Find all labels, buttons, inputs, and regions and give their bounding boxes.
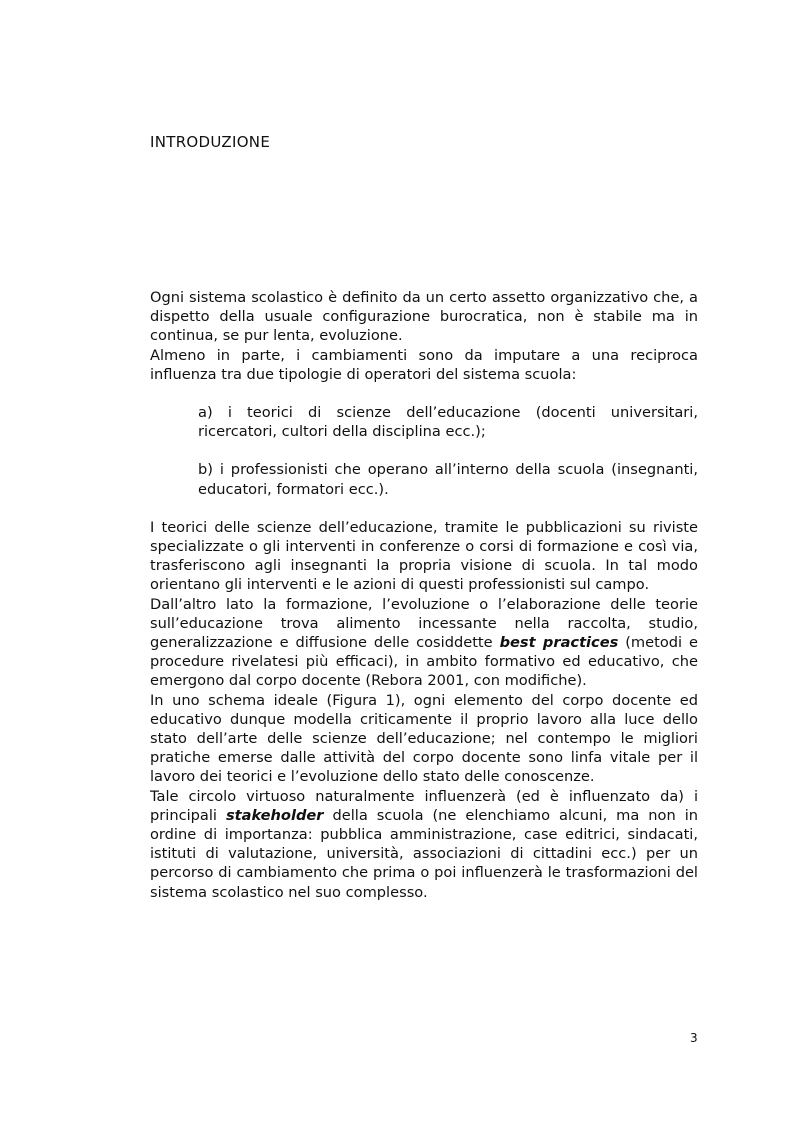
list-item-b: b) i professionisti che operano all’interno della scuola (insegnanti, educatori, formatori ecc.). [198,461,698,498]
list-item-a: a) i teorici di scienze dell’educazione (docenti universitari, ricercatori, cultori della disciplina ecc.); [198,404,698,441]
section-heading: INTRODUZIONE [150,133,271,151]
paragraph-6 [150,787,698,902]
body-text [150,288,698,902]
paragraph-4 [150,595,698,691]
paragraph-4-text-end: (metodi e procedure rivelatesi più efficaci), in ambito formativo ed educativo, che emergono dal corpo docente (Rebora 2001, con modifiche). [150,634,698,690]
paragraph-1: Ogni sistema scolastico è definito da un certo assetto organizzativo che, a dispetto della usuale configurazione burocratica, non è stabile ma in continua, se pur lenta, evoluzione. [150,289,698,345]
paragraph-4-text-start: Dall’altro lato la formazione, l’evoluzione o l’elaborazione delle teorie sull’educazione trova alimento incessante nella raccolta, studio, generalizzazione e diffusione delle cosiddette [150,595,698,652]
paragraph-6-text-start: Tale circolo virtuoso naturalmente influenzerà (ed è influenzato da) i principali [150,787,698,824]
paragraph-6-text-end: della scuola (ne elenchiamo alcuni, ma non in ordine di importanza: pubblica amministrazione, case editrici, sindacati, istituti di valutazione, università, associazioni di cittadini ecc.) per un percorso di cambiamento che prima o poi influenzerà le trasformazioni del sistema scolastico nel suo complesso. [150,806,698,901]
stakeholder-emphasis: stakeholder [225,806,324,824]
page-number: 3 [690,1031,698,1045]
paragraph-5: In uno schema ideale (Figura 1), ogni elemento del corpo docente ed educativo dunque modella criticamente il proprio lavoro alla luce dello stato dell’arte delle scienze dell’educazione; nel contempo le migliori pratiche emerse dalle attività del corpo docente sono linfa vitale per il lavoro dei teorici e l’evoluzione dello stato delle conoscenze. [150,691,698,786]
best-practices-emphasis: best practices [499,634,619,652]
paragraph-2: Almeno in parte, i cambiamenti sono da imputare a una reciproca influenza tra due tipologie di operatori del sistema scuola: [150,346,698,383]
paragraph-3: I teorici delle scienze dell’educazione, tramite le pubblicazioni su riviste specializzate o gli interventi in conferenze o corsi di formazione e così via, trasferiscono agli insegnanti la propria visione di scuola. In tal modo orientano gli interventi e le azioni di questi professionisti sul campo. [150,518,698,594]
